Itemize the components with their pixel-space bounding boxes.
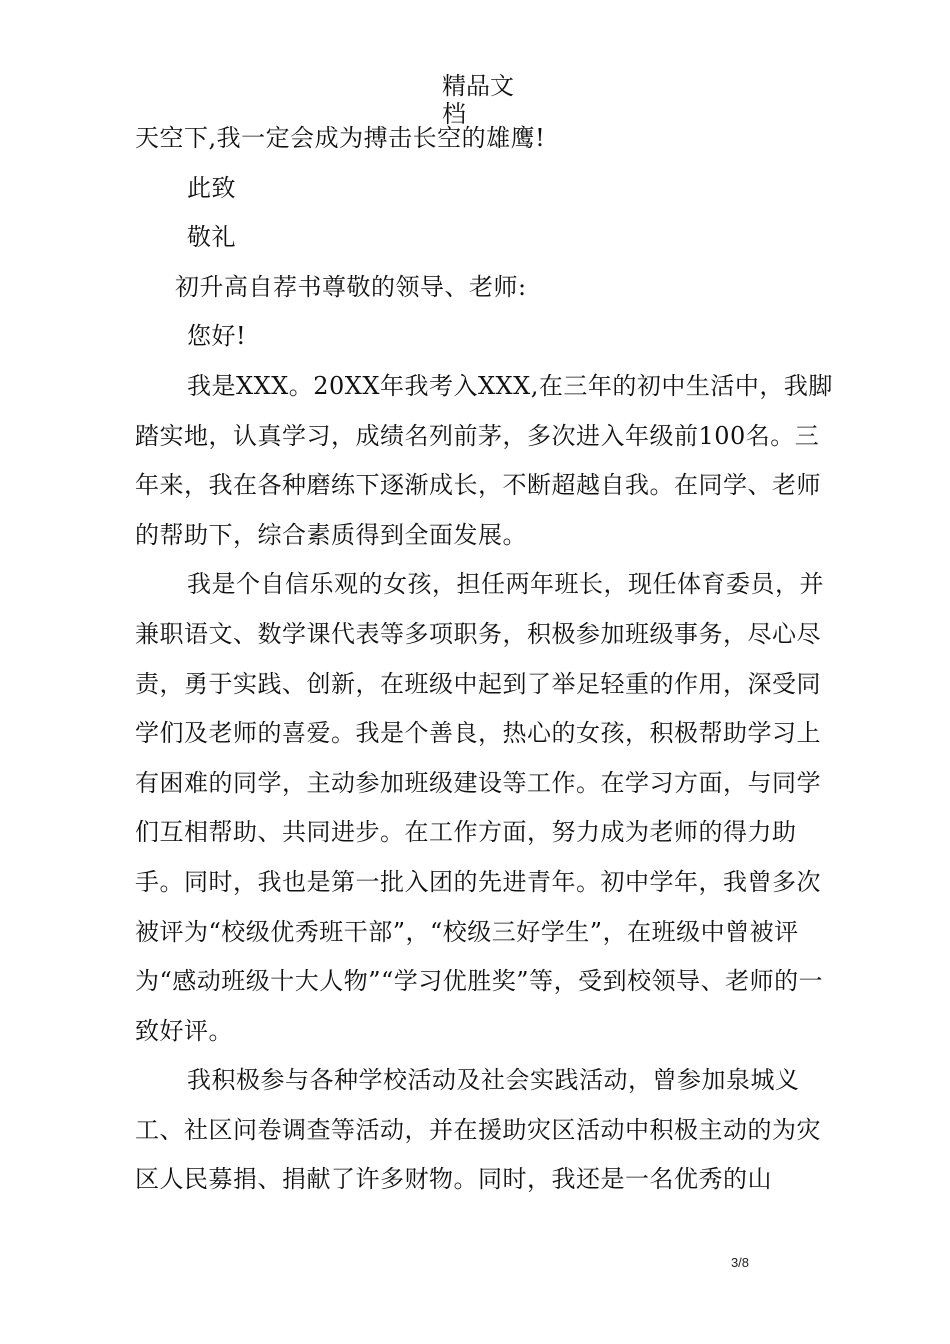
paragraph-closing-line: 天空下,我一定会成为搏击长空的雄鹰! — [135, 124, 546, 152]
header-title: 精品文档 — [442, 72, 514, 128]
paragraph-salutation-ci-zhi: 此致 — [187, 173, 236, 202]
paragraph-activities: 我积极参与各种学校活动及社会实践活动，曾参加泉城义工、社区问卷调查等活动，并在援助灾区活动中积极主动的为灾区人民募捐、捐献了许多财物。同时，我还是一名优秀的山 — [135, 1066, 821, 1194]
paragraph-letter-title: 初升高自荐书尊敬的领导、老师: — [175, 272, 527, 301]
paragraph-greeting: 您好! — [187, 322, 247, 351]
page-number: 3/8 — [730, 1255, 750, 1270]
paragraph-personality: 我是个自信乐观的女孩，担任两年班长，现任体育委员，并兼职语文、数学课代表等多项职务，积极参加班级事务，尽心尽责，勇于实践、创新，在班级中起到了举足轻重的作用，深受同学们及老师的喜爱。我是个善良，热心的女孩，积极帮助学习上有困难的同学，主动参加班级建设等工作。在学习方面，与同学们互相帮助、共同进步。在工作方面，努力成为老师的得力助手。同时，我也是第一批入团的先进青年。初中学年，我曾多次被评为“校级优秀班干部”，“校级三好学生”，在班级中曾被评为“感动班级十大人物”“学习优胜奖”等，受到校领导、老师的一致好评。 — [135, 570, 824, 1045]
paragraph-salutation-jing-li: 敬礼 — [187, 223, 236, 252]
paragraph-introduction: 我是XXX。20XX年我考入XXX,在三年的初中生活中，我脚踏实地，认真学习，成绩名列前茅，多次进入年级前100名。三年来，我在各种磨练下逐渐成长，不断超越自我。在同学、老师的帮助下，综合素质得到全面发展。 — [135, 371, 833, 549]
document-body — [135, 114, 835, 1205]
